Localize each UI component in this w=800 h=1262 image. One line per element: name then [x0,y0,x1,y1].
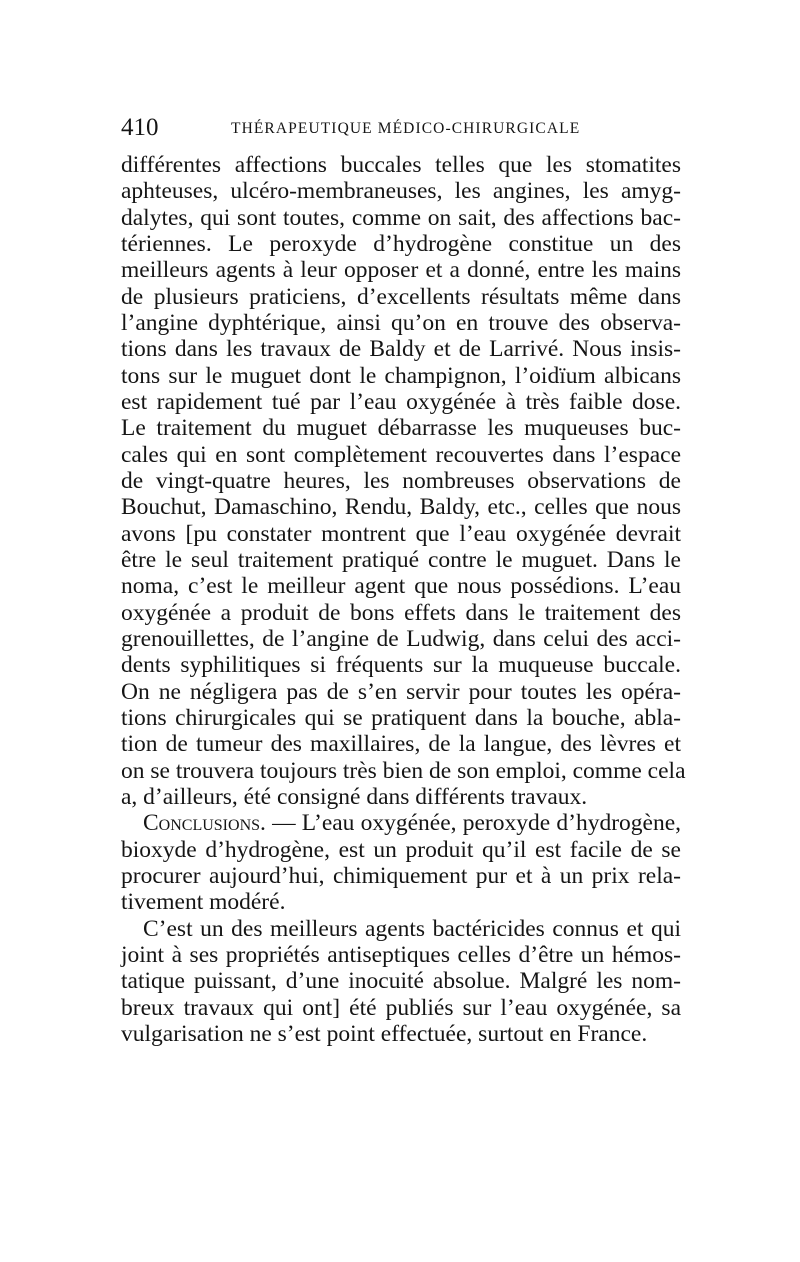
text-line: vulgarisation ne s’est point effectuée, surtout en France. [121,1020,648,1047]
text-line: avons [pu constater montrent que l’eau oxygénée devrait [121,520,681,547]
text-line: différentes affections buccales telles que les stomatites [121,152,681,178]
paragraph-closing [121,916,681,1048]
text-line: C’est un des meilleurs agents bactéricides connus et qui [143,915,681,942]
text-line: Bouchut, Damaschino, Rendu, Baldy, etc., celles que nous [121,494,681,521]
text-line: tivement modéré. [121,889,286,916]
text-line: noma, c’est le meilleur agent que nous possédions. L’eau [121,573,681,600]
text-line: dalytes, qui sont toutes, comme on sait, des affections bac- [121,204,681,231]
text-line: On ne négligera pas de s’en servir pour toutes les opéra- [121,678,681,705]
text-line: a, d’ailleurs, été consigné dans différents travaux. [121,783,588,810]
text-line: tions chirurgicales qui se pratiquent dans la bouche, abla- [121,704,681,731]
page-header [121,112,681,144]
text-line: de plusieurs praticiens, d’excellents résultats même dans [121,283,681,310]
text-line-rest: — L’eau oxygénée, peroxyde d’hydrogène, [265,810,681,837]
text-line: oxygénée a produit de bons effets dans le traitement des [121,599,681,626]
running-title: THÉRAPEUTIQUE MÉDICO-CHIRURGICALE [231,120,581,137]
text-line: tions dans les travaux de Baldy et de Larrivé. Nous insis- [121,336,681,363]
text-line: tatique puissant, d’une inocuité absolue. Malgré les nom- [121,968,681,995]
page-number: 410 [121,114,159,141]
text-line: joint à ses propriétés antiseptiques celles d’être un hémos- [121,941,681,968]
paragraph-therapeutic-uses [121,152,686,810]
text-line: meilleurs agents à leur opposer et a donné, entre les mains [121,257,681,284]
section-lead-in: Conclusions. [143,810,266,837]
text-line: on se trouvera toujours très bien de son emploi, comme cela [121,757,686,784]
text-line: de vingt-quatre heures, les nombreuses observations de [121,467,681,494]
text-line: aphteuses, ulcéro-membraneuses, les angines, les amyg- [121,178,681,205]
text-line: Le traitement du muguet débarrasse les muqueuses buc- [121,415,681,442]
text-line: est rapidement tué par l’eau oxygénée à très faible dose. [121,388,681,415]
text-line: breux travaux qui ont] été publiés sur l’eau oxygénée, sa [121,994,681,1021]
text-line [121,810,681,836]
text-line: cales qui en sont complètement recouvertes dans l’espace [121,441,681,468]
text-line: tion de tumeur des maxillaires, de la langue, des lèvres et [121,731,681,758]
text-line: tériennes. Le peroxyde d’hydrogène constitue un des [121,230,681,257]
text-line: grenouillettes, de l’angine de Ludwig, dans celui des acci- [121,625,681,652]
text-line: dents syphilitiques si fréquents sur la muqueuse buccale. [121,652,681,679]
text-line: être le seul traitement pratiqué contre le muguet. Dans le [121,546,681,573]
text-line: procurer aujourd’hui, chimiquement pur et à un prix rela- [121,862,681,889]
text-line: tons sur le muguet dont le champignon, l’oidïum albicans [121,362,681,389]
body-text [121,152,686,1047]
paragraph-conclusions [121,810,681,915]
text-line: l’angine dyphtérique, ainsi qu’on en trouve des observa- [121,309,681,336]
text-line: bioxyde d’hydrogène, est un produit qu’il est facile de se [121,836,681,863]
